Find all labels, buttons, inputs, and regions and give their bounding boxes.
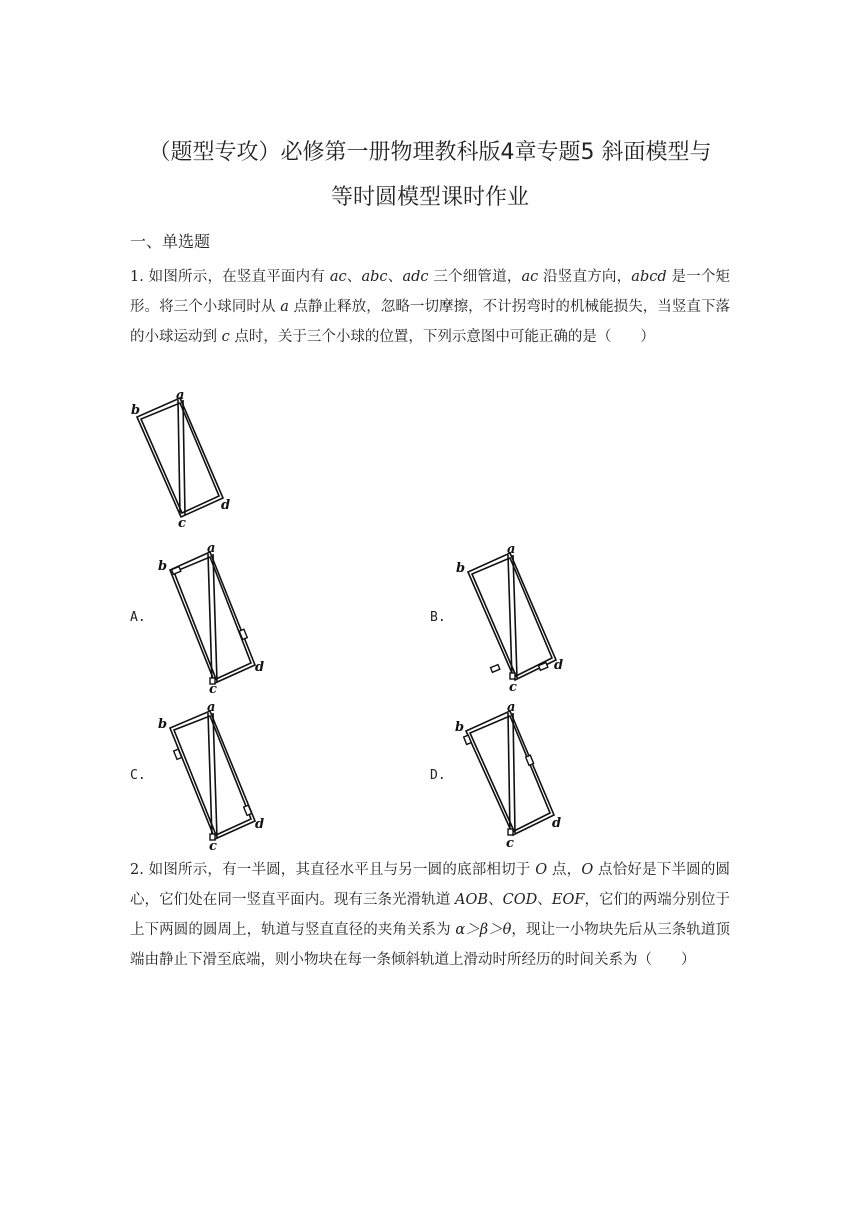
svg-text:b: b	[158, 559, 168, 574]
question-number: 1.	[130, 269, 144, 285]
page-title-line-1: （题型专攻）必修第一册物理教科版4章专题5 斜面模型与	[148, 140, 712, 165]
label-a: a	[176, 388, 185, 403]
option-c-label[interactable]: C.	[130, 768, 146, 783]
svg-text:b: b	[158, 717, 168, 732]
ball-abc	[491, 665, 500, 673]
ball-ac	[508, 829, 513, 835]
svg-text:a: a	[207, 541, 216, 556]
page-title-line-2: 等时圆模型课时作业	[330, 185, 529, 210]
svg-text:d: d	[554, 658, 564, 673]
question-2-text: 2. 如图所示，有一半圆，其直径水平且与另一圆的底部相切于 O 点，O 点恰好是下半圆的圆心，它们处在同一竖直平面内。现有三条光滑轨道 AOB、COD、EOF，它们的两端分别位于上下两圆的圆周上，轨道与竖直直径的夹角关系为 α＞β＞θ，现让一小物块先后从三条轨道顶端由静止下滑至底端，则小物块在每一条倾斜轨道上滑动时所经历的时间关系为（ ）	[130, 862, 731, 968]
svg-text:b: b	[456, 561, 466, 576]
option-b-label[interactable]: B.	[430, 610, 446, 625]
svg-text:c: c	[506, 836, 514, 851]
question-number: 2.	[130, 862, 144, 878]
question-1-text: 1. 如图所示，在竖直平面内有 ac、abc、adc 三个细管道，ac 沿竖直方向，abcd 是一个矩形。将三个小球同时从 a 点静止释放，忽略一切摩擦，不计拐弯时的机械能损失，当竖直下落的小球运动到 c 点时，关于三个小球的位置，下列示意图中可能正确的是（ ）	[130, 269, 731, 345]
svg-text:a: a	[207, 700, 216, 715]
question-1-figure	[130, 390, 240, 530]
tube-ac-right	[183, 400, 185, 515]
label-d: d	[221, 498, 231, 513]
option-b-figure	[453, 540, 568, 695]
option-d-figure	[453, 698, 568, 853]
ball-abc	[172, 567, 181, 575]
label-b: b	[131, 403, 141, 418]
ball-abc	[464, 735, 472, 744]
svg-text:c: c	[509, 680, 517, 695]
svg-text:c: c	[209, 682, 217, 697]
label-c: c	[178, 516, 186, 531]
svg-text:c: c	[209, 839, 217, 854]
option-c-figure	[155, 698, 270, 853]
ball-adc	[526, 755, 534, 765]
svg-text:b: b	[455, 720, 465, 735]
option-a-figure	[155, 540, 270, 695]
tube-ac-left	[178, 400, 180, 515]
ball-adc	[244, 805, 252, 815]
ball-ac	[510, 673, 515, 679]
svg-text:d: d	[552, 816, 562, 831]
svg-text:a: a	[507, 700, 516, 715]
svg-text:a: a	[507, 542, 516, 557]
section-heading: 一、单选题	[130, 232, 211, 251]
option-d-label[interactable]: D.	[430, 768, 446, 783]
svg-text:d: d	[255, 660, 265, 675]
ball-abc	[174, 749, 182, 759]
svg-text:d: d	[255, 817, 265, 832]
option-a-label[interactable]: A.	[130, 610, 146, 625]
